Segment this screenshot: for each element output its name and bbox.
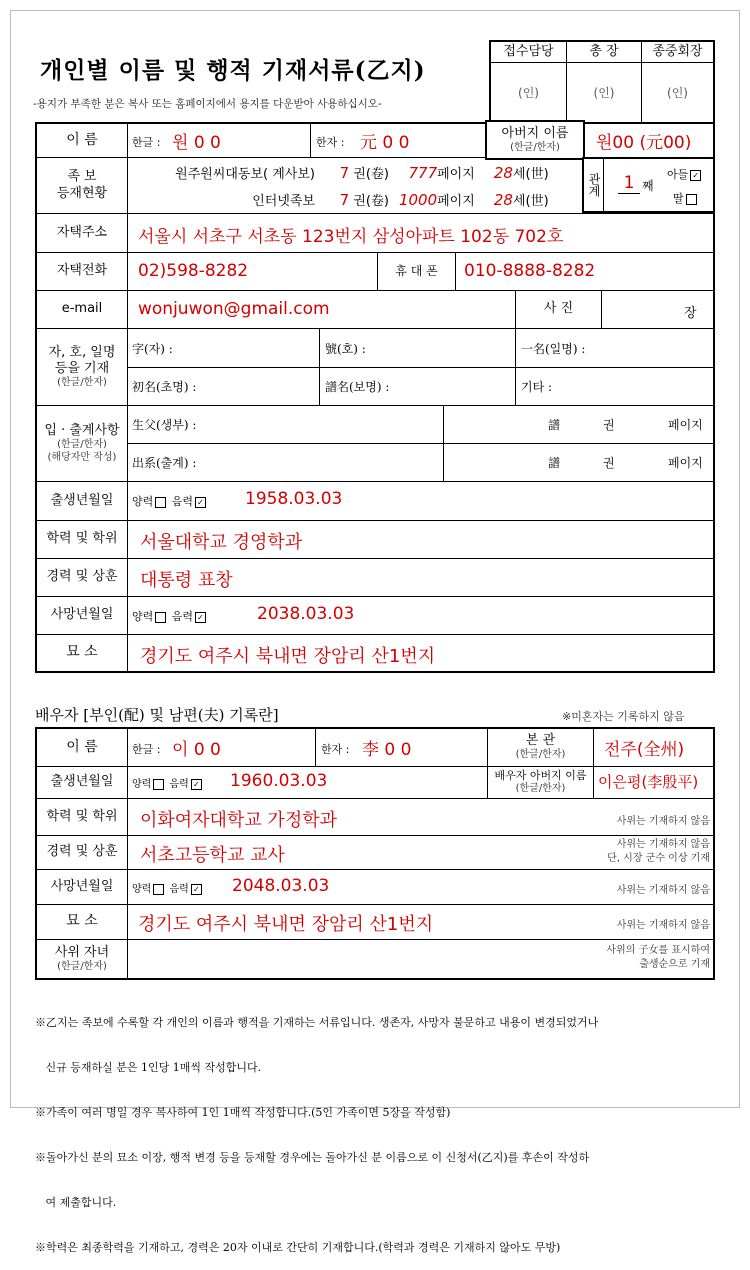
spouse-father-label-cell xyxy=(488,767,593,798)
lunar-checkbox[interactable]: ✓ xyxy=(191,884,202,895)
spouse-father-label: 배우자 아버지 이름 xyxy=(494,769,587,783)
solar-label: 양력 xyxy=(132,495,154,508)
adoption-sub: (한글/한자) (해당자만 작성) xyxy=(47,439,117,463)
page-label: 페이지 xyxy=(668,418,703,432)
page-label: 페이지 xyxy=(668,456,703,470)
bo-label: 譜 xyxy=(548,456,561,470)
grave-value[interactable]: 경기도 여주시 북내면 장암리 산1번지 xyxy=(140,646,436,667)
spouse-career-note-line: 단, 시장 군수 이상 기재 xyxy=(607,853,710,864)
jokbo-volume[interactable]: 7 xyxy=(339,164,350,182)
solar-label: 양력 xyxy=(132,884,152,895)
daughter-label: 딸 xyxy=(673,192,684,205)
son-checkbox[interactable]: ✓ xyxy=(690,170,701,181)
solar-checkbox[interactable] xyxy=(153,779,164,790)
calendar-options xyxy=(132,493,208,509)
ja-field[interactable]: 字(자) : xyxy=(132,342,173,356)
jokbo-row xyxy=(135,190,585,209)
birth-value[interactable]: 1958.03.03 xyxy=(245,489,343,509)
relation-value[interactable]: 1 xyxy=(618,173,640,194)
bongwan-label-cell xyxy=(488,729,593,766)
name-hangul-value[interactable]: 원 0 0 xyxy=(172,133,221,153)
jokbo-generation[interactable]: 28 xyxy=(493,191,513,209)
lunar-label: 음력 xyxy=(169,884,189,895)
father-name-value[interactable]: 원00 (元00) xyxy=(596,133,692,153)
lunar-label: 음력 xyxy=(169,779,189,790)
spouse-section-note: ※미혼자는 기록하지 않음 xyxy=(562,710,685,723)
names-sub: (한글/한자) xyxy=(57,377,107,388)
generation-unit: 세(世) xyxy=(512,194,549,209)
mobile-value[interactable]: 010-8888-8282 xyxy=(464,261,596,281)
daughter-checkbox[interactable] xyxy=(686,194,697,205)
footnote: 여 제출합니다. xyxy=(35,1196,117,1209)
jokbo-page[interactable]: 1000 xyxy=(398,191,438,209)
hanja-prefix: 한자 : xyxy=(316,136,345,149)
calendar-options xyxy=(132,608,208,624)
footnote: ※학력은 최종학력을 기재하고, 경력은 20자 이내로 간단히 기재합니다.(학력과 경력은 기재하지 않아도 무방) xyxy=(35,1241,561,1254)
spouse-grave-value[interactable]: 경기도 여주시 북내면 장암리 산1번지 xyxy=(138,914,434,935)
spouse-career-note xyxy=(540,838,710,866)
lunar-checkbox[interactable]: ✓ xyxy=(195,497,206,508)
father-label-cell xyxy=(487,122,583,158)
photo-label: 사 진 xyxy=(516,291,601,328)
names-label: 자, 호, 일명 등을 기재 xyxy=(48,344,116,376)
spouse-name-hangul[interactable]: 이 0 0 xyxy=(172,740,221,760)
mobile-label: 휴 대 폰 xyxy=(378,253,455,290)
form-title: 개인별 이름 및 행적 기재서류(乙지) xyxy=(40,57,426,84)
children-label-cell xyxy=(37,940,127,978)
solar-label: 양력 xyxy=(132,779,152,790)
spouse-father-sub: (한글/한자) xyxy=(515,783,566,795)
solar-checkbox[interactable] xyxy=(155,497,166,508)
edu-label: 학력 및 학위 xyxy=(37,521,127,558)
daughter-option[interactable] xyxy=(673,190,699,206)
jokbo-name: 원주원씨대동보( 계사보) xyxy=(175,167,315,182)
bongwan-value[interactable]: 전주(全州) xyxy=(604,740,685,760)
gwon-label: 권 xyxy=(603,456,615,470)
gwon-label: 권 xyxy=(603,418,615,432)
death-label: 사망년월일 xyxy=(37,597,127,634)
grave-label: 묘 소 xyxy=(37,635,127,671)
page-unit: 페이지 xyxy=(437,194,475,209)
solar-checkbox[interactable] xyxy=(153,884,164,895)
adoption-label-cell xyxy=(37,406,127,481)
son-option[interactable] xyxy=(667,166,703,182)
footnote: ※가족이 여러 명일 경우 복사하여 1인 1매씩 작성합니다.(5인 가족이면 5장을 작성함) xyxy=(35,1106,451,1119)
approval-role-chairman: 종중회장 xyxy=(642,42,713,62)
photo-unit: 장 xyxy=(684,306,697,321)
jokbo-volume[interactable]: 7 xyxy=(339,191,350,209)
ho-field[interactable]: 號(호) : xyxy=(325,342,366,356)
email-value[interactable]: wonjuwon@gmail.com xyxy=(138,299,330,319)
spouse-career-note-line: 사위는 기재하지 않음 xyxy=(616,839,710,850)
spouse-father-value[interactable]: 이은평(李殷平) xyxy=(598,773,699,791)
spouse-edu-label: 학력 및 학위 xyxy=(37,799,127,835)
calendar-options xyxy=(132,775,204,790)
spouse-grave-note: 사위는 기재하지 않음 xyxy=(616,920,710,931)
spouse-name-label: 이 름 xyxy=(37,729,127,766)
volume-unit: 권(卷) xyxy=(353,194,389,209)
chulgye-field[interactable]: 出系(출계) : xyxy=(132,456,197,470)
hangul-prefix: 한글 : xyxy=(132,743,161,756)
gita-field[interactable]: 기타 : xyxy=(521,380,553,394)
bongwan-label: 본 관 xyxy=(525,733,556,749)
relation-unit: 째 xyxy=(642,179,654,193)
jokbo-generation[interactable]: 28 xyxy=(493,164,513,182)
bongwan-sub: (한글/한자) xyxy=(515,749,566,761)
approval-stamp[interactable]: (인) xyxy=(567,64,641,122)
name-hanja-value[interactable]: 元 0 0 xyxy=(360,133,410,153)
spouse-birth-value[interactable]: 1960.03.03 xyxy=(230,771,328,791)
generation-unit: 세(世) xyxy=(512,167,549,182)
hanja-prefix: 한자 : xyxy=(321,743,350,756)
adoption-label: 입 · 출계사항 xyxy=(44,422,120,438)
solar-label: 양력 xyxy=(132,610,154,623)
phone-label: 자택전화 xyxy=(37,253,127,290)
spouse-career-value[interactable]: 서초고등학교 교사 xyxy=(140,845,285,866)
spouse-death-note: 사위는 기재하지 않음 xyxy=(616,885,710,896)
calendar-options xyxy=(132,880,204,895)
hangul-prefix: 한글 : xyxy=(132,136,161,149)
spouse-section-title: 배우자 [부인(配) 및 남편(夫) 기록란] xyxy=(35,706,279,724)
children-note-line: 출생순으로 기재 xyxy=(639,959,710,970)
death-value[interactable]: 2038.03.03 xyxy=(257,604,355,624)
email-label: e-mail xyxy=(37,291,127,328)
jokbo-name: 인터넷족보 xyxy=(252,194,315,209)
children-note-line: 사위의 子女를 표시하여 xyxy=(606,945,710,956)
jokbo-label: 족 보 등재현황 xyxy=(37,158,127,213)
footnote: 신규 등재하실 분은 1인당 1매씩 작성합니다. xyxy=(35,1061,262,1074)
footnote: ※乙지는 족보에 수록할 각 개인의 이름과 행적을 기재하는 서류입니다. 생존자, 사망자 불문하고 내용이 변경되었거나 xyxy=(35,1016,599,1029)
jokbo-page[interactable]: 777 xyxy=(408,164,438,182)
spouse-grave-label: 묘 소 xyxy=(37,905,127,939)
children-sub: (한글/한자) xyxy=(57,960,107,972)
children-note xyxy=(540,944,710,972)
solar-checkbox[interactable] xyxy=(155,612,166,623)
bo-label: 譜 xyxy=(548,418,561,432)
name-label: 이 름 xyxy=(37,124,127,157)
chomyeong-field[interactable]: 初名(초명) : xyxy=(132,380,197,394)
son-label: 아들 xyxy=(667,168,689,181)
career-value[interactable]: 대통령 표창 xyxy=(140,570,233,591)
approval-stamp[interactable]: (인) xyxy=(642,64,713,122)
address-label: 자택주소 xyxy=(37,214,127,252)
spouse-death-label: 사망년월일 xyxy=(37,870,127,904)
footnotes xyxy=(35,985,725,1270)
spouse-name-hanja[interactable]: 李 0 0 xyxy=(362,740,412,760)
saengbu-field[interactable]: 生父(생부) : xyxy=(132,418,197,432)
spouse-edu-note: 사위는 기재하지 않음 xyxy=(616,816,710,827)
footnote: ※돌아가신 분의 묘소 이장, 행적 변경 등을 등재할 경우에는 돌아가신 분 이름으로 이 신청서(乙지)를 후손이 작성하 xyxy=(35,1151,590,1164)
lunar-label: 음력 xyxy=(171,495,194,508)
page-unit: 페이지 xyxy=(437,167,475,182)
bomyeong-field[interactable]: 譜名(보명) : xyxy=(325,380,390,394)
career-label: 경력 및 상훈 xyxy=(37,559,127,596)
spouse-career-label: 경력 및 상훈 xyxy=(37,836,127,869)
lunar-label: 음력 xyxy=(171,610,194,623)
spouse-death-value[interactable]: 2048.03.03 xyxy=(232,876,330,896)
father-label: 아버지 이름 xyxy=(501,125,569,141)
ilmyeong-field[interactable]: 一名(일명) : xyxy=(521,342,586,356)
edu-value[interactable]: 서울대학교 경영학과 xyxy=(140,532,303,553)
lunar-checkbox[interactable]: ✓ xyxy=(191,779,202,790)
phone-value[interactable]: 02)598-8282 xyxy=(138,261,249,281)
lunar-checkbox[interactable]: ✓ xyxy=(195,612,206,623)
spouse-birth-label: 출생년월일 xyxy=(37,767,127,798)
form-subtitle: -용지가 부족한 분은 복사 또는 홈페이지에서 용지를 다운받아 사용하십시오- xyxy=(33,98,382,110)
approval-role-reception: 접수담당 xyxy=(491,42,566,62)
approval-stamp[interactable]: (인) xyxy=(491,64,566,122)
volume-unit: 권(卷) xyxy=(353,167,389,182)
names-label-cell xyxy=(37,329,127,405)
approval-role-president: 총 장 xyxy=(567,42,641,62)
jokbo-row xyxy=(135,163,585,182)
relation-label: 관계 xyxy=(584,159,603,211)
birth-label: 출생년월일 xyxy=(37,482,127,520)
spouse-edu-value[interactable]: 이화여자대학교 가정학과 xyxy=(140,810,337,831)
children-label: 사위 자녀 xyxy=(54,944,110,960)
address-value[interactable]: 서울시 서초구 서초동 123번지 삼성아파트 102동 702호 xyxy=(138,227,564,247)
father-sub: (한글/한자) xyxy=(510,141,560,153)
